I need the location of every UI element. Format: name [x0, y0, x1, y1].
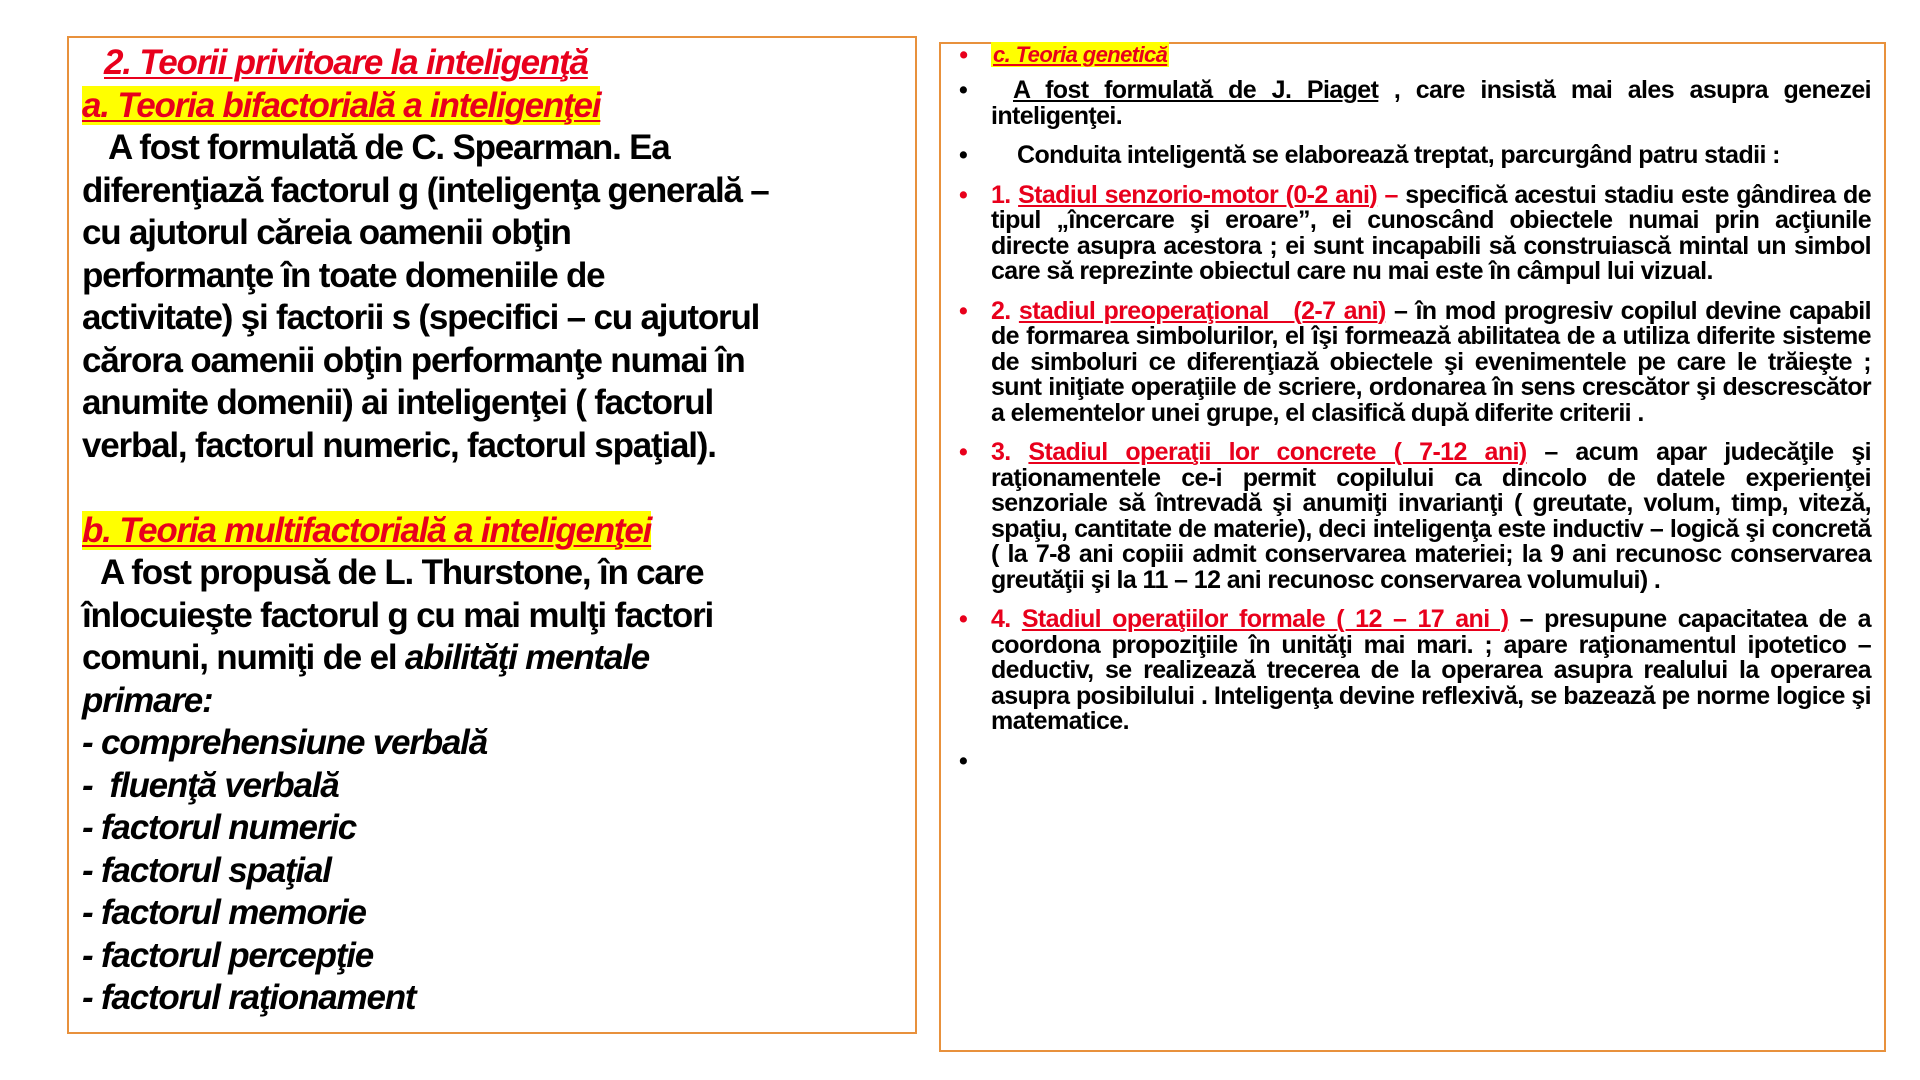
theory-a-line: anumite domenii) ai inteligenţei ( factorul [82, 383, 713, 422]
stage-title: Stadiul operaţii lor concrete ( 7-12 ani) [1028, 438, 1527, 466]
theory-c-heading-item [959, 38, 1871, 72]
theory-a-heading: a. Teoria bifactorială a inteligenţei [82, 85, 601, 125]
right-panel-content [959, 38, 1871, 791]
empty-item [959, 746, 1871, 777]
theory-a-line: cu ajutorul căreia oamenii obţin [82, 213, 571, 252]
factor-item: - factorul numeric [82, 808, 357, 847]
theory-a-line: cărora oamenii obţin performanţe numai în [82, 340, 745, 380]
bullet-icon: • [959, 180, 968, 209]
theory-b-line: comuni, numiţi de el abilităţi mentale [82, 638, 650, 677]
stage-title: Stadiul operaţiilor formale ( 12 – 17 ani ) [1021, 605, 1509, 633]
stage-item [959, 607, 1871, 735]
left-panel [67, 36, 917, 1034]
factor-item: - comprehensiune verbală [82, 723, 487, 762]
piaget-attribution: A fost formulată de J. Piaget [1013, 76, 1379, 104]
bullet-icon: • [959, 41, 968, 69]
factor-item: - fluenţă verbală [82, 765, 339, 805]
factor-item: - factorul spaţial [82, 850, 331, 890]
stage-item: • 1. Stadiul senzorio-motor (0-2 ani) – specifică acestui stadiu este gândirea de tipul „încercare şi eroare”, ei cunoscând obiectele numai prin acţiunile directe asupra acestora ; ei sunt incapabili să construiască mintal un simbol care să reprezinte obiectul care nu mai este în câmpul lui vizual. [959, 180, 1871, 285]
theory-b-line: înlocuieşte factorul g cu mai mulţi factori [82, 595, 714, 635]
theory-b-line: A fost propusă de L. Thurstone, în care [100, 553, 704, 592]
stage-title: Stadiul senzorio-motor (0-2 ani) [1018, 180, 1378, 209]
stage-text: – presupune capacitatea de a coordona propoziţiile în unităţi mai mari. ; apare raţionamentul ipotetico –deductiv, se realizează trecerea de la operarea asupra realului la operarea asupra posibilului . Inteligenţa devine reflexivă, se bazează pe norme logice şi matematice. [991, 605, 1871, 735]
theory-c-heading: c. Teoria genetică [993, 42, 1168, 67]
bullet-icon: • [959, 438, 968, 466]
stage-number: 2. [991, 296, 1011, 325]
theory-b-heading: b. Teoria multifactorială a inteligenţei [82, 510, 652, 550]
stage-item [959, 440, 1871, 593]
spacer [82, 467, 912, 510]
conduct-item: • Conduita inteligentă se elaborează treptat, parcurgând patru stadii : [959, 141, 1780, 169]
theory-a-line: diferenţiază factorul g (inteligenţa generală – [82, 170, 769, 210]
stage-item [959, 296, 1871, 427]
theory-a-line: activitate) şi factorii s (specifici – cu ajutorul [82, 298, 760, 337]
bullet-icon: • [959, 141, 968, 169]
theory-a-line: performanţe în toate domeniile de [82, 255, 605, 295]
stage-number: 1. [991, 180, 1011, 209]
left-panel-content [82, 42, 912, 1020]
stage-title: stadiul preoperaţional (2-7 ani) [1018, 296, 1386, 325]
right-panel [939, 42, 1886, 1052]
intro-item: • A fost formulată de J. Piaget , care insistă mai ales asupra genezei inteligenţei. [959, 76, 1871, 130]
factor-item: - factorul raţionament [82, 978, 416, 1017]
stage-number: 3. [991, 438, 1011, 466]
stage-text: – în mod progresiv copilul devine capabil de formarea simbolurilor, el îşi formează abilitatea de a utiliza diferite sisteme de simboluri ce diferenţiază obiectele şi evenimentele pe care le trăieşte ; sunt iniţiate operaţiile de scriere, ordonarea în sens crescător şi descrescător a elementelor unei grupe, el clasifică după diferite criterii . [991, 296, 1871, 427]
section-title: 2. Teorii privitoare la inteligenţă [104, 43, 588, 82]
bullet-icon: • [959, 605, 968, 633]
factor-item: - factorul percepţie [82, 935, 374, 975]
italic-term: abilităţi mentale [404, 638, 650, 677]
italic-term-cont: primare: [82, 680, 213, 720]
stage-text: specifică acestui stadiu este gândirea de tipul „încercare şi eroare”, ei cunoscând obiectele numai prin acţiunile directe asupra acestora ; ei sunt incapabili să construiască mintal un simbol care să reprezinte obiectul care nu mai este în câmpul lui vizual. [991, 180, 1871, 285]
bullet-icon: • [959, 746, 968, 775]
theory-a-line: A fost formulată de C. Spearman. Ea [108, 128, 670, 167]
bullet-icon: • [959, 296, 968, 325]
stage-number: 4. [991, 605, 1011, 633]
stage-text: – acum apar judecăţile şi raţionamentele ce-i permit copilului ca dincolo de datele experienţei senzoriale să întrevadă şi anumiţi invarianţi ( greutate, volum, timp, viteză, spaţiu, cantitate de materie), deci inteligenţa este inductiv – logică şi concretă ( la 7-8 ani copiii admit conservarea materiei; la 9 ani recunosc conservarea greutăţii şi la 11 – 12 ani recunosc conservarea volumului) . [991, 438, 1871, 594]
bullet-icon: • [959, 76, 968, 104]
theory-a-line: verbal, factorul numeric, factorul spaţial). [82, 425, 716, 465]
factor-item: - factorul memorie [82, 893, 366, 932]
